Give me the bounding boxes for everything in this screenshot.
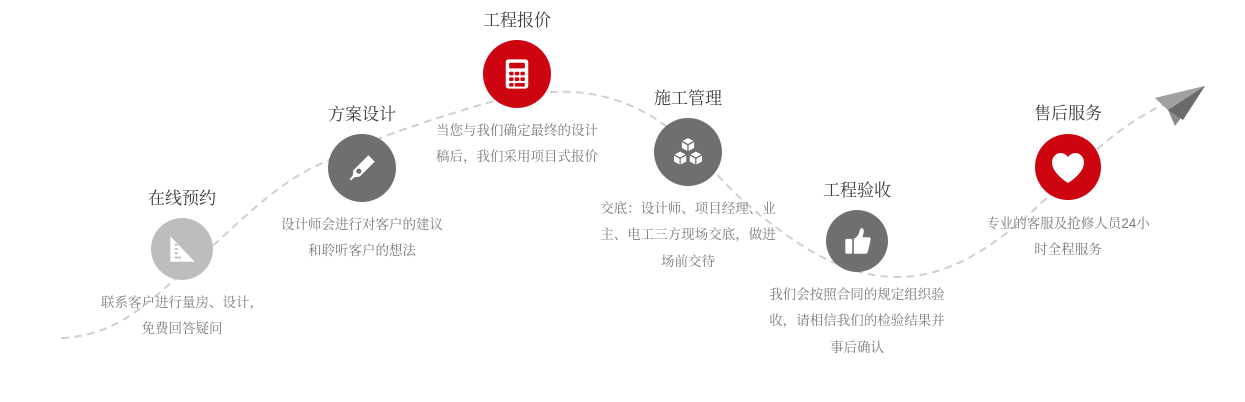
step-title: 施工管理 (654, 89, 722, 108)
step-title: 工程报价 (483, 11, 551, 30)
step-description: 交底：设计师、项目经理、业主、电工三方现场交底，做进场前交待 (600, 201, 776, 269)
heart-icon (1034, 133, 1102, 201)
step-description: 当您与我们确定最终的设计稿后，我们采用项目式报价 (436, 123, 598, 165)
process-step-project-quotation (417, 10, 617, 171)
thumbs-up-icon (826, 210, 888, 272)
step-description: 专业的客服及抢修人员24小时全程服务 (986, 216, 1150, 258)
step-title: 方案设计 (328, 105, 396, 124)
step-title: 在线预约 (148, 189, 216, 208)
process-step-after-sales-service (968, 103, 1168, 264)
step-description: 我们会按照合同的规定组织验收，请相信我们的检验结果并事后确认 (769, 287, 945, 355)
process-step-online-booking (82, 188, 282, 343)
process-step-project-acceptance (757, 180, 957, 361)
step-description: 联系客户进行量房、设计，免费回答疑问 (101, 295, 263, 337)
step-description: 设计师会进行对客户的建议和聆听客户的想法 (281, 217, 443, 259)
step-title: 工程验收 (823, 181, 891, 200)
boxes-icon (654, 118, 722, 186)
pen-nib-icon (328, 134, 396, 202)
ruler-icon (151, 218, 213, 280)
calculator-icon (483, 40, 551, 108)
step-title: 售后服务 (1034, 104, 1102, 123)
